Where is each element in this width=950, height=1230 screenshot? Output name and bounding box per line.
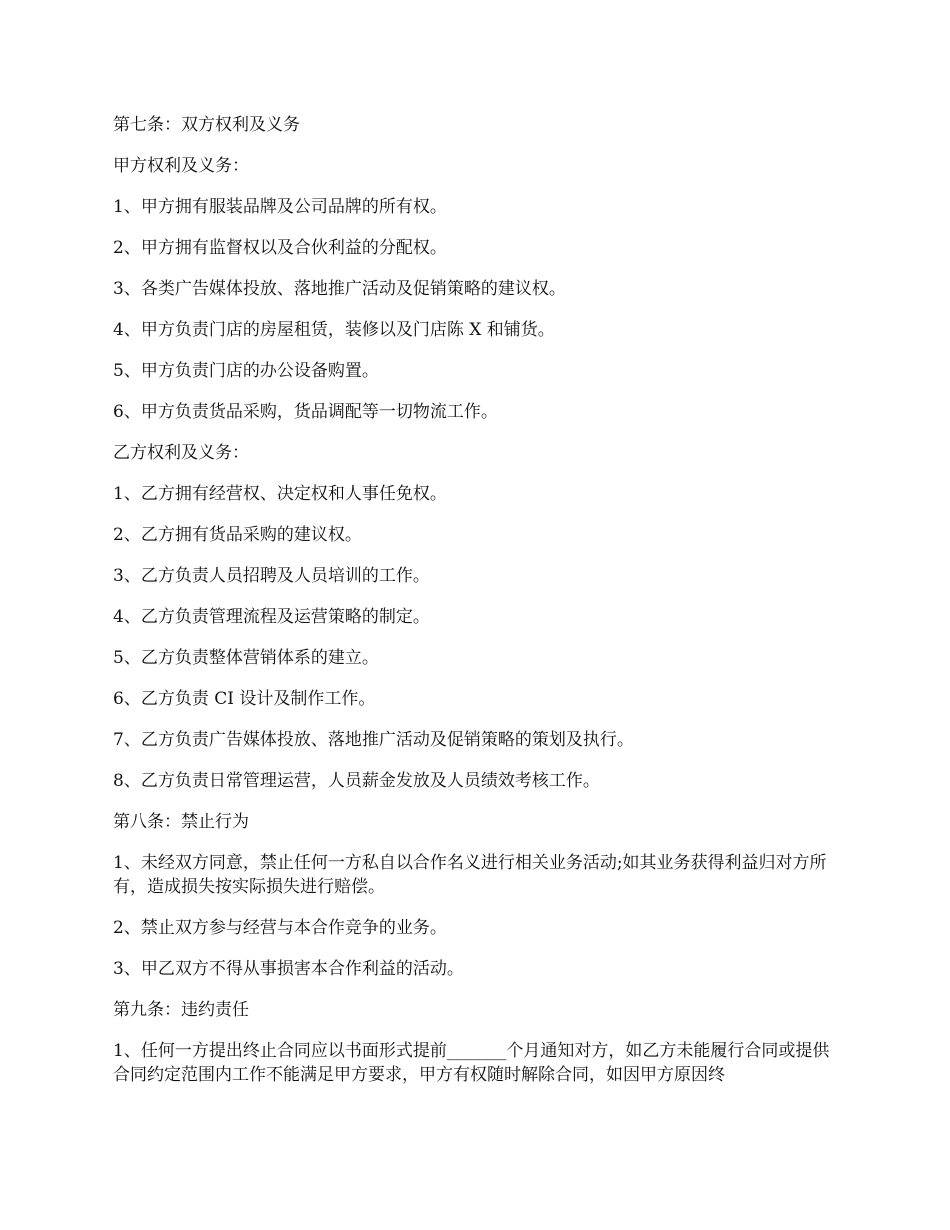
article8-item-1: 1、未经双方同意，禁止任何一方私自以合作名义进行相关业务活动;如其业务获得利益归对方所有，造成损失按实际损失进行赔偿。 <box>113 853 827 897</box>
article9-item-1: 1、任何一方提出终止合同应以书面形式提前_______个月通知对方，如乙方未能履行合同或提供合同约定范围内工作不能满足甲方要求，甲方有权随时解除合同，如因甲方原因终 <box>113 1041 830 1085</box>
article8-item-2: 2、禁止双方参与经营与本合作竞争的业务。 <box>113 918 447 938</box>
document-page <box>113 113 843 1087</box>
party-a-title: 甲方权利及义务： <box>113 156 249 176</box>
party-b-item-7: 7、乙方负责广告媒体投放、落地推广活动及促销策略的策划及执行。 <box>113 730 634 750</box>
party-a-item-5: 5、甲方负责门店的办公设备购置。 <box>113 361 379 381</box>
party-a-item-6: 6、甲方负责货品采购，货品调配等一切物流工作。 <box>113 402 498 422</box>
party-b-title: 乙方权利及义务： <box>113 443 249 463</box>
article8-item-3: 3、甲乙双方不得从事损害本合作利益的活动。 <box>113 959 464 979</box>
article7-heading: 第七条：双方权利及义务 <box>113 115 300 135</box>
party-b-item-5: 5、乙方负责整体营销体系的建立。 <box>113 648 379 668</box>
party-b-item-2: 2、乙方拥有货品采购的建议权。 <box>113 525 362 545</box>
party-a-item-4: 4、甲方负责门店的房屋租赁，装修以及门店陈 X 和铺货。 <box>113 320 555 340</box>
party-b-item-4: 4、乙方负责管理流程及运营策略的制定。 <box>113 607 430 627</box>
party-a-item-2: 2、甲方拥有监督权以及合伙利益的分配权。 <box>113 238 447 258</box>
party-b-item-8: 8、乙方负责日常管理运营，人员薪金发放及人员绩效考核工作。 <box>113 771 600 791</box>
article9-heading: 第九条：违约责任 <box>113 1000 249 1020</box>
party-a-item-3: 3、各类广告媒体投放、落地推广活动及促销策略的建议权。 <box>113 279 566 299</box>
party-b-item-6: 6、乙方负责 CI 设计及制作工作。 <box>113 689 376 709</box>
article8-heading: 第八条：禁止行为 <box>113 812 249 832</box>
party-a-item-1: 1、甲方拥有服装品牌及公司品牌的所有权。 <box>113 197 447 217</box>
party-b-item-3: 3、乙方负责人员招聘及人员培训的工作。 <box>113 566 430 586</box>
party-b-item-1: 1、乙方拥有经营权、决定权和人事任免权。 <box>113 484 447 504</box>
